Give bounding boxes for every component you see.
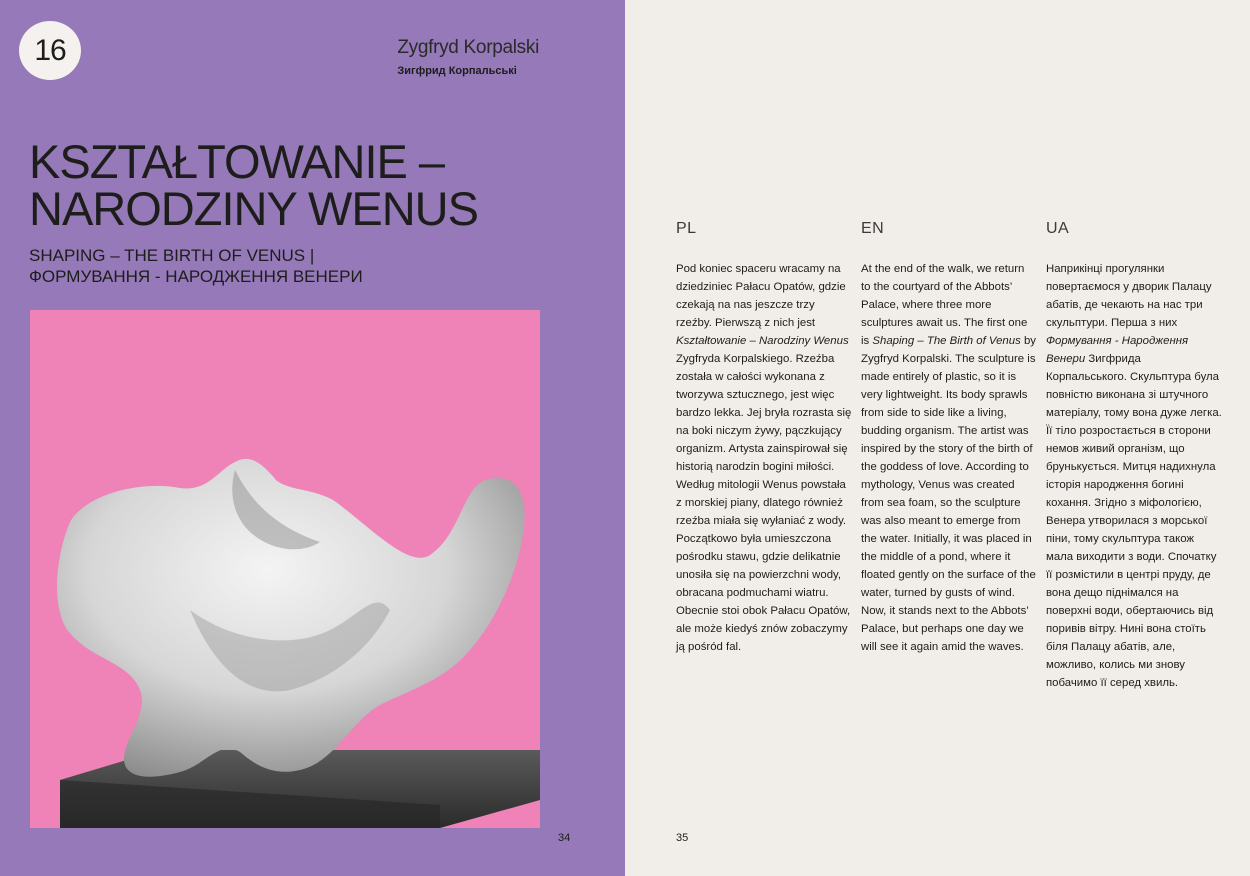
- body-text-ua: Наприкінці прогулянки повертаємося у дворик Палацу абатів, де чекають на нас три скульптури. Перша з них Формування - Народження Венери Зигфрида Корпальського. Скульптура була повністю виконана зі штучного матеріалу, тому вона дуже легка. Її тіло розростається в сторони немов живий організм, що брунькується. Митця надихнула історія народження богині кохання. Згідно з міфологією, Венера утворилася з морської піни, тому скульптура також мала виходити з води. Спочатку її розмістили в центрі пруду, де вона дещо піднімался на поверхні води, обертаючись від поривів вітру. Нині вона стоїть біля Палацу абатів, але, можливо, колись ми знову побачимо її серед хвиль.: [1046, 263, 1222, 689]
- chapter-number-badge: 16: [19, 21, 81, 80]
- sculpture-illustration: [30, 310, 540, 828]
- column-ua: [1046, 220, 1222, 692]
- body-text-pl: Pod koniec spaceru wracamy na dziedziniec Pałacu Opatów, gdzie czekają na nas jeszcze trzy rzeźby. Pierwszą z nich jest Kształtowanie – Narodziny Wenus Zygfryda Korpalskiego. Rzeźba została w całości wykonana z tworzywa sztucznego, jest więc bardzo lekka. Jej bryła rozrasta się na boki niczym żywy, pączkujący organizm. Artysta zainspirował się historią narodzin bogini miłości. Według mitologii Wenus powstała z morskiej piany, dlatego również rzeźba miała się wyłaniać z wody. Początkowo była umieszczona pośrodku stawu, gdzie delikatnie unosiła się na powierzchni wody, obracana podmuchami wiatru. Obecnie stoi obok Pałacu Opatów, ale może kiedyś znów zobaczymy ją pośród fal.: [676, 263, 852, 653]
- author-block: [397, 37, 539, 77]
- page-number-left: 34: [558, 832, 571, 844]
- title-line-1: KSZTAŁTOWANIE –: [29, 135, 445, 188]
- body-text-en: At the end of the walk, we return to the courtyard of the Abbots’ Palace, where three more sculptures await us. The first one is Shaping – The Birth of Venus by Zygfryd Korpalski. The sculpture is made entirely of plastic, so it is very lightweight. Its body sprawls from side to side like a living, budding organism. The artist was inspired by the story of the birth of the goddess of love. According to mythology, Venus was created from sea foam, so the sculpture was also meant to emerge from the water. Initially, it was placed in the middle of a pond, where it floated gently on the surface of the water, turned by gusts of wind. Now, it stands next to the Abbots’ Palace, but perhaps one day we will see it again amid the waves.: [861, 263, 1036, 653]
- page-title: [29, 135, 609, 235]
- language-label-en: EN: [861, 220, 885, 237]
- language-label-pl: PL: [676, 220, 697, 237]
- author-name: Zygfryd Korpalski: [397, 37, 539, 58]
- author-name-ua: Зигфрид Корпальські: [397, 65, 517, 77]
- sculpture-photo: [30, 310, 540, 828]
- column-en: [861, 220, 1037, 656]
- title-line-2: NARODZINY WENUS: [29, 182, 478, 235]
- subtitle-en: SHAPING – THE BIRTH OF VENUS |: [29, 246, 315, 265]
- language-label-ua: UA: [1046, 220, 1070, 237]
- subtitle: [29, 245, 589, 287]
- sculpture-body: [57, 459, 525, 777]
- page-number-right: 35: [676, 832, 689, 844]
- column-pl: [676, 220, 852, 656]
- right-page: [625, 0, 1250, 876]
- subtitle-ua: ФОРМУВАННЯ - НАРОДЖЕННЯ ВЕНЕРИ: [29, 267, 363, 286]
